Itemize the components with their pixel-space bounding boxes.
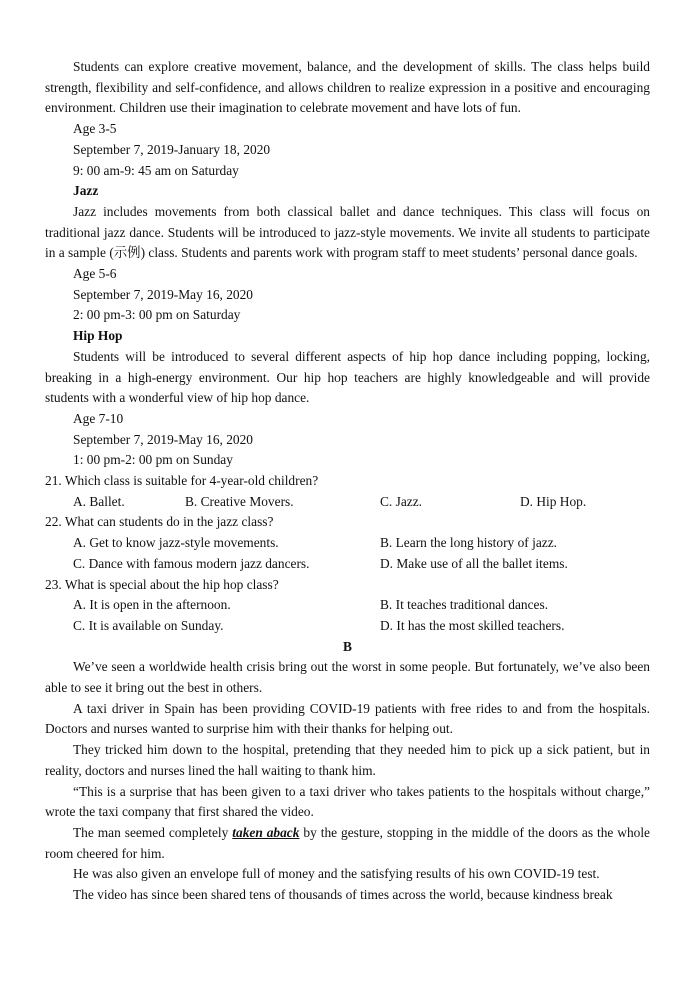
taken-aback-phrase: taken aback xyxy=(232,825,300,840)
hip-hop-description: Students will be introduced to several different aspects of hip hop dance including popping, locking, breaking in a high-energy environment. Our hip hop teachers are highly knowledgeable and will provide students with a wonderful view of hip hop dance. xyxy=(45,348,650,406)
question-22-options-row1 xyxy=(45,533,650,554)
jazz-age: Age 5-6 xyxy=(73,266,117,282)
passage-b-paragraph-1: We’ve seen a worldwide health crisis bring out the worst in some people. But fortunately, we’ve also been able to see it bring out the best in others. xyxy=(45,659,650,696)
question-21-option-a[interactable]: A. Ballet. xyxy=(73,493,125,509)
question-23-option-a[interactable]: A. It is open in the afternoon. xyxy=(73,597,231,613)
creative-movers-time: 9: 00 am-9: 45 am on Saturday xyxy=(73,162,239,178)
passage-b-paragraph-4: “This is a surprise that has been given to a taxi driver who takes patients to the hospitals without charge,” wrote the taxi company that first shared the video. xyxy=(45,783,650,820)
hip-hop-time: 1: 00 pm-2: 00 pm on Sunday xyxy=(73,452,233,468)
question-23-options-row1 xyxy=(45,595,650,616)
question-21-options xyxy=(45,492,650,513)
creative-movers-dates: September 7, 2019-January 18, 2020 xyxy=(73,141,271,157)
hip-hop-heading: Hip Hop xyxy=(73,328,123,344)
creative-movers-age: Age 3-5 xyxy=(73,121,117,137)
paragraph-5-text-after: by the gesture, stopping in the middle of the doors as the whole room cheered for him. xyxy=(45,825,651,861)
hip-hop-dates: September 7, 2019-May 16, 2020 xyxy=(73,431,254,447)
jazz-heading: Jazz xyxy=(73,183,99,199)
passage-b-paragraph-2: A taxi driver in Spain has been providing COVID-19 patients with free rides to and from the hospitals. Doctors and nurses wanted to surprise him with their thanks for helping out. xyxy=(45,700,650,737)
paragraph-5-text-before: The man seemed completely xyxy=(73,825,233,840)
exam-page xyxy=(45,57,650,906)
question-22-option-d[interactable]: D. Make use of all the ballet items. xyxy=(380,555,568,571)
question-22-stem: 22. What can students do in the jazz class? xyxy=(45,514,274,530)
question-23-option-d[interactable]: D. It has the most skilled teachers. xyxy=(380,617,565,633)
intro-paragraph: Students can explore creative movement, balance, and the development of skills. The class helps build strength, flexibility and self-confidence, and allows children to realize expression in a positive and encouraging environment. Children use their imagination to celebrate movement and have lots of fun. xyxy=(45,59,650,116)
question-21-option-d[interactable]: D. Hip Hop. xyxy=(520,493,587,509)
question-22-option-c[interactable]: C. Dance with famous modern jazz dancers. xyxy=(73,555,310,571)
passage-b-paragraph-7: The video has since been shared tens of thousands of times across the world, because kindness break xyxy=(73,887,613,903)
question-23-stem: 23. What is special about the hip hop class? xyxy=(45,576,279,592)
passage-b-paragraph-3: They tricked him down to the hospital, pretending that they needed him to pick up a sick patient, but in reality, doctors and nurses lined the hall waiting to thank him. xyxy=(45,742,650,778)
section-b-label: B xyxy=(343,638,352,654)
question-22-option-b[interactable]: B. Learn the long history of jazz. xyxy=(380,535,558,551)
question-23-option-b[interactable]: B. It teaches traditional dances. xyxy=(380,597,549,613)
jazz-time: 2: 00 pm-3: 00 pm on Saturday xyxy=(73,307,241,323)
passage-b-paragraph-5 xyxy=(45,823,650,864)
question-23-option-c[interactable]: C. It is available on Sunday. xyxy=(73,617,224,633)
question-21-option-c[interactable]: C. Jazz. xyxy=(380,493,423,509)
question-21-option-b[interactable]: B. Creative Movers. xyxy=(185,493,294,509)
jazz-dates: September 7, 2019-May 16, 2020 xyxy=(73,286,254,302)
jazz-description: Jazz includes movements from both classical ballet and dance techniques. This class will focus on traditional jazz dance. Students will be introduced to jazz-style movements. We invite all students to participate in a sample (示例) class. Students and parents work with program staff to meet students’ personal dance goals. xyxy=(45,203,650,261)
question-21-stem: 21. Which class is suitable for 4-year-old children? xyxy=(45,473,319,489)
hip-hop-age: Age 7-10 xyxy=(73,410,124,426)
question-22-options-row2 xyxy=(45,554,650,575)
question-23-options-row2 xyxy=(45,616,650,637)
question-22-option-a[interactable]: A. Get to know jazz-style movements. xyxy=(73,535,279,551)
passage-b-paragraph-6: He was also given an envelope full of money and the satisfying results of his own COVID-19 test. xyxy=(73,866,600,882)
